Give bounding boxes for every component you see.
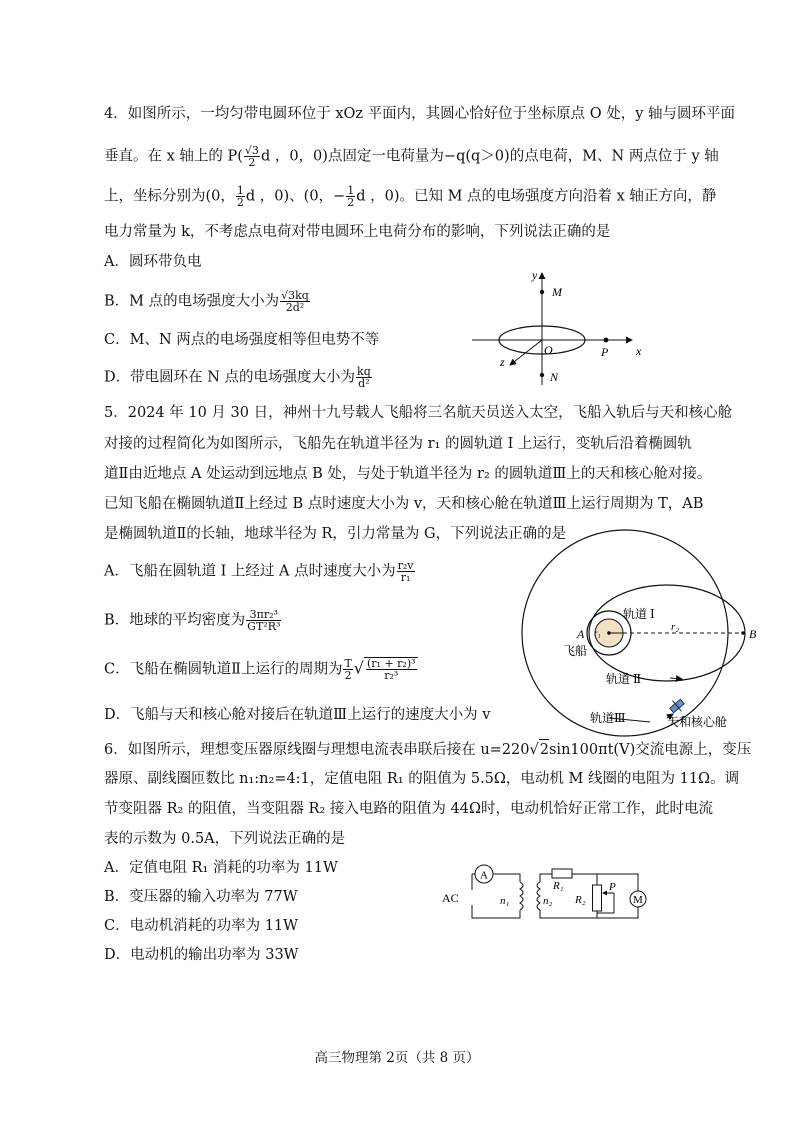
q5-line5: 是椭圆轨道Ⅱ的长轴，地球半径为 R，引力常量为 G，下列说法正确的是 (104, 526, 567, 542)
q5-station-icon (667, 696, 687, 716)
q4-option-b-fraction: $\frac{√3kq}{\text{2d²}}$ (281, 289, 309, 314)
q4-line2 (104, 145, 719, 168)
q6-label-n1: n₁ (500, 895, 510, 907)
q4-option-b: B．M 点的电场强度大小为 $\frac{√3kq}{\text{2d²}}$ (104, 289, 309, 314)
q5-label-r2: r₂ (671, 621, 680, 633)
q6-rheostat-r2 (593, 885, 602, 911)
q6-resistor-r1 (552, 869, 572, 878)
q4-label-o: O (544, 343, 553, 357)
q4-point-m (540, 290, 544, 294)
q5-label-orbit3: 轨道Ⅲ (590, 711, 626, 725)
q6-label-ac: AC (442, 891, 459, 905)
q5-label-station: 天和核心舱 (667, 715, 728, 729)
q5-line2: 对接的过程简化为如图所示，飞船先在轨道半径为 r₁ 的圆轨道 Ⅰ 上运行，变轨后沿着椭圆轨 (104, 436, 692, 452)
q5-option-b: B．地球的平均密度为 $\frac{\text{3πr₂³}}{\text{GT²R³}}$ (104, 608, 281, 633)
q6-option-d: D．电动机的输出功率为 33W (104, 947, 299, 963)
q5-label-ship: 飞船 (563, 644, 588, 658)
q5-line4: 已知飞船在椭圆轨道Ⅱ上经过 B 点时速度大小为 v，天和核心舱在轨道Ⅲ上运行周期为 T，AB (104, 496, 704, 512)
q6-label-n2: n₂ (543, 895, 553, 907)
q4-line3-a: 上，坐标分别为(0， (104, 188, 235, 205)
q4-line4: 电力常量为 k，不考虑点电荷对带电圆环上电荷分布的影响，下列说法正确的是 (104, 224, 611, 240)
q5-option-c: C．飞船在椭圆轨道Ⅱ上运行的周期为 $\frac{T}{2}$ √ $\frac{\text{(r₁ + r₂)³}}{\text{r₂³}}$ (104, 657, 416, 682)
q4-figure (460, 265, 650, 395)
q4-line3-b: d ，0)、(0，− (245, 188, 346, 205)
q4-sqrt3-over-2: $\frac{√3}{2}$ (244, 144, 259, 169)
q6-ammeter-label: A (480, 869, 488, 882)
q4-label-y: y (532, 268, 538, 282)
q4-line1: 4．如图所示，一均匀带电圆环位于 xOz 平面内，其圆心恰好位于坐标原点 O 处，y 轴与圆环平面 (104, 106, 736, 122)
q6-option-b: B．变压器的输入功率为 77W (104, 889, 298, 905)
q4-option-a: A．圆环带负电 (104, 254, 202, 270)
q6-sqrt2: 2 (539, 739, 549, 760)
q6-line4: 表的示数为 0.5A，下列说法正确的是 (104, 831, 346, 847)
q4-half-fraction: $\frac{1}{2}$ (236, 184, 244, 209)
q4-line2-b: d ，0，0)点固定一电荷量为−q(q＞0)的点电荷，M、N 两点位于 y 轴 (260, 148, 719, 165)
q4-point-n (540, 373, 544, 377)
q5-label-orbit1: 轨道 Ⅰ (623, 607, 655, 621)
q4-option-c: C．M、N 两点的电场强度相等但电势不等 (104, 332, 380, 348)
q6-label-p: P (609, 881, 616, 893)
q5-line1: 5．2024 年 10 月 30 日，神州十九号载人飞船将三名航天员送入太空，飞船入轨后与天和核心舱 (104, 405, 733, 421)
q6-line3: 节变阻器 R₂ 的阻值，当变阻器 R₂ 接入电路的阻值为 44Ω时，电动机恰好正常工作，此时电流 (104, 801, 713, 817)
q5-option-c-radical: $\frac{\text{(r₁ + r₂)³}}{\text{r₂³}}$ (364, 657, 418, 681)
q4-option-d: D．带电圆环在 N 点的电场强度大小为 $\frac{kq}{\text{d²}}$ (104, 365, 371, 390)
page-footer: 高三物理第 2页（共 8 页） (314, 1050, 480, 1066)
q4-label-n: N (550, 370, 559, 384)
q6-slider-arrow-icon (602, 891, 607, 896)
q5-label-a: A (577, 627, 585, 641)
q4-half-fraction-2: $\frac{1}{2}$ (347, 184, 355, 209)
q4-line3-c: d ，0)。已知 M 点的电场强度方向沿着 x 轴正方向，静 (356, 188, 717, 205)
q4-line3 (104, 185, 716, 208)
q4-label-p: P (601, 345, 609, 359)
q6-line1: 6．如图所示，理想变压器原线圈与理想电流表串联后接在 u=220√2sin100πt(V)交流电源上，变压 (104, 739, 751, 760)
q6-option-a: A．定值电阻 R₁ 消耗的功率为 11W (104, 860, 338, 876)
q4-option-d-fraction: $\frac{kq}{\text{d²}}$ (357, 365, 371, 390)
q6-motor-label: M (633, 894, 643, 906)
q5-option-a-fraction: $\frac{\text{r₂v}}{\text{r₁}}$ (397, 559, 414, 584)
q5-label-b: B (749, 627, 757, 641)
q4-label-x: x (636, 344, 642, 358)
q4-label-z: z (500, 355, 505, 369)
q4-line2-a: 垂直。在 x 轴上的 P( (104, 148, 243, 165)
q4-point-p (604, 338, 609, 343)
q6-circuit-diagram (442, 855, 662, 935)
q6-label-r2: R₂ (575, 894, 586, 906)
q5-line3: 道Ⅱ由近地点 A 处运动到远地点 B 处，与处于轨道半径为 r₂ 的圆轨道Ⅲ上的天和核心舱对接。 (104, 466, 712, 482)
q6-option-c: C．电动机消耗的功率为 11W (104, 918, 299, 934)
q5-option-c-fraction: $\frac{T}{2}$ (344, 657, 352, 682)
q6-line2: 器原、副线圈匝数比 n₁:n₂=4:1，定值电阻 R₁ 的阻值为 5.5Ω，电动机 M 线圈的电阻为 11Ω。调 (104, 771, 740, 787)
q5-label-r1: r₁ (594, 628, 601, 638)
q6-primary-coil (520, 882, 523, 910)
q5-point-b (741, 631, 745, 635)
q5-option-b-fraction: $\frac{\text{3πr₂³}}{\text{GT²R³}}$ (247, 608, 281, 633)
q5-label-orbit2: 轨道 Ⅱ (606, 672, 642, 686)
q5-figure (510, 538, 780, 738)
q6-label-r1: R₁ (553, 880, 564, 892)
q5-orbit2-arrow (670, 678, 682, 679)
q5-option-d: D．飞船与天和核心舱对接后在轨道Ⅲ上运行的速度大小为 v (104, 707, 491, 723)
q5-option-a: A．飞船在圆轨道 Ⅰ 上经过 A 点时速度大小为 $\frac{\text{r₂v}}{\text{r₁}}$ (104, 559, 414, 584)
q6-secondary-coil (537, 882, 540, 910)
q4-label-m: M (552, 285, 562, 299)
